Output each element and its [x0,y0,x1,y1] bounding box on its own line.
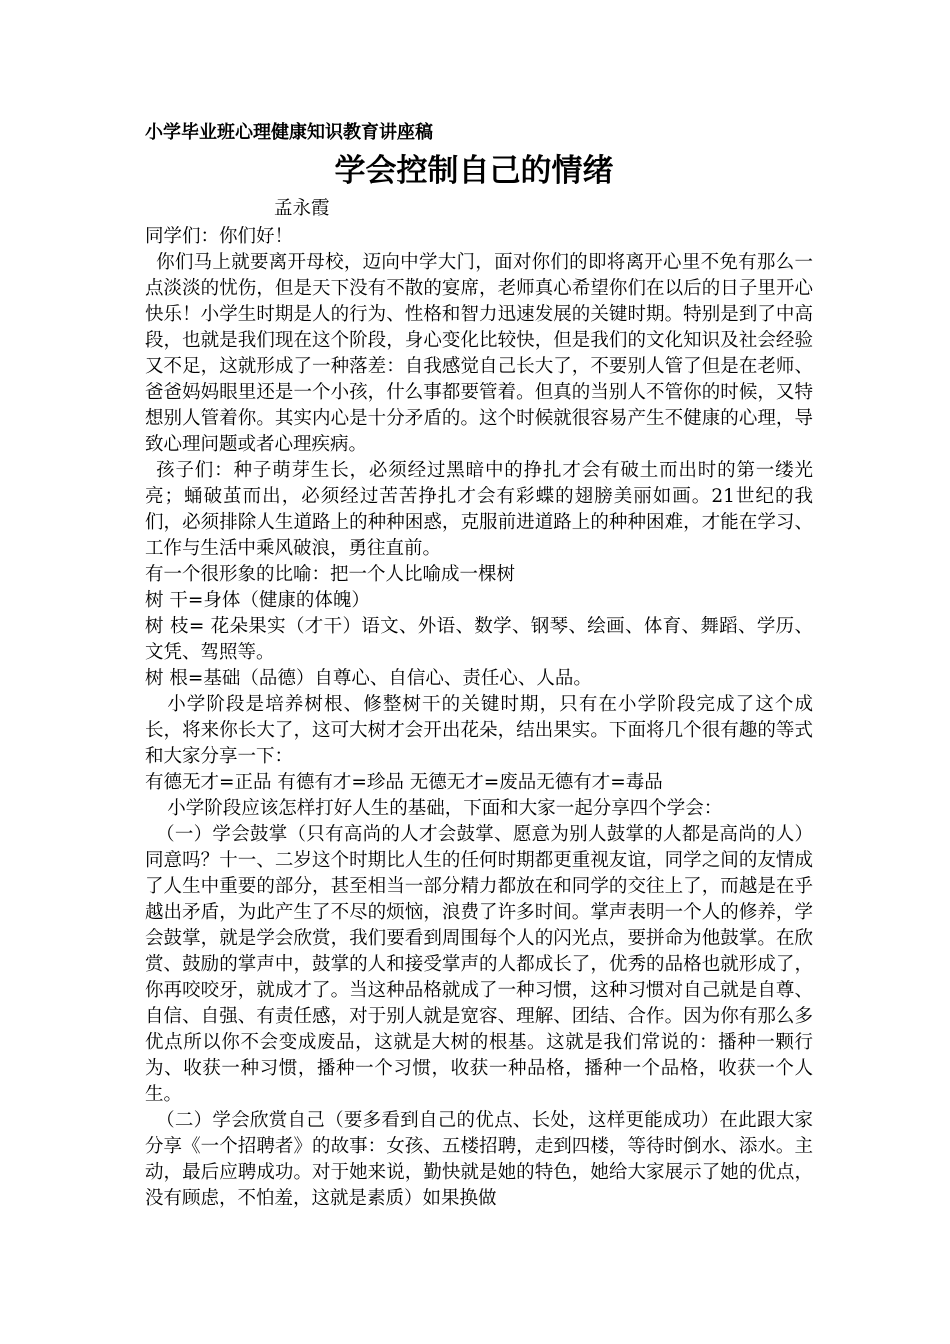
document-page [145,118,813,1212]
section-two: （二）学会欣赏自己（要多看到自己的优点、长处，这样更能成功）在此跟大家分享《一个招聘者》的故事：女孩、五楼招聘，走到四楼，等待时倒水、添水。主动，最后应聘成功。对于她来说，勤快就是她的特色，她给大家展示了她的优点，没有顾虑，不怕羞，这就是素质）如果换做 [145,1110,813,1209]
greeting: 同学们：你们好！ [145,226,294,247]
paragraph-children: 孩子们：种子萌芽生长，必须经过黑暗中的挣扎才会有破土而出时的第一缕光亮；蛹破茧而出，必须经过苦苦挣扎才会有彩蝶的翅膀美丽如画。21世纪的我们，必须排除人生道路上的种种困惑，克服前进道路上的种种困难，才能在学习、工作与生活中乘风破浪，勇往直前。 [145,460,813,559]
metaphor-intro: 有一个很形象的比喻：把一个人比喻成一棵树 [145,564,516,585]
tree-line-branches: 树 枝= 花朵果实（才干）语文、外语、数学、钢琴、绘画、体育、舞蹈、学历、文凭、驾照等。 [145,616,813,663]
section-one: （一）学会鼓掌（只有高尚的人才会鼓掌、愿意为别人鼓掌的人都是高尚的人）同意吗？十一、二岁这个时期比人生的任何时期都更重视友谊，同学之间的友情成了人生中重要的部分，甚至相当一部分精力都放在和同学的交往上了，而越是在乎越出矛盾，为此产生了不尽的烦恼，浪费了许多时间。掌声表明一个人的修养，学会鼓掌，就是学会欣赏，我们要看到周围每个人的闪光点，要拼命为他鼓掌。在欣赏、鼓励的掌声中，鼓掌的人和接受掌声的人都成长了，优秀的品格也就形成了，你再咬咬牙，就成才了。当这种品格就成了一种习惯，这种习惯对自己就是自尊、自信、自强、有责任感，对于别人就是宽容、理解、团结、合作。因为你有那么多优点所以你不会变成废品，这就是大树的根基。这就是我们常说的：播种一颗行为、收获一种习惯，播种一个习惯，收获一种品格，播种一个品格，收获一个人生。 [145,824,813,1105]
document-title: 学会控制自己的情绪 [334,153,614,189]
paragraph-four-lessons: 小学阶段应该怎样打好人生的基础，下面和大家一起分享四个学会： [167,798,723,819]
paragraph-intro: 你们马上就要离开母校，迈向中学大门，面对你们的即将离开心里不免有那么一点淡淡的忧伤，但是天下没有不散的宴席，老师真心希望你们在以后的日子里开心快乐！小学生时期是人的行为、性格和智力迅速发展的关键时期。特别是到了中高段，也就是我们现在这个阶段，身心变化比较快，但是我们的文化知识及社会经验又不足，这就形成了一种落差：自我感觉自己长大了，不要别人管了但是在老师、爸爸妈妈眼里还是一个小孩，什么事都要管着。但真的当别人不管你的时候，又特想别人管着你。其实内心是十分矛盾的。这个时候就很容易产生不健康的心理，导致心理问题或者心理疾病。 [145,252,813,455]
tree-line-roots: 树 根=基础（品德）自尊心、自信心、责任心、人品。 [145,668,592,689]
tree-line-trunk: 树 干=身体（健康的体魄） [145,590,370,611]
paragraph-root: 小学阶段是培养树根、修整树干的关键时期，只有在小学阶段完成了这个成长，将来你长大了，这可大树才会开出花朵，结出果实。下面将几个很有趣的等式和大家分享一下： [145,694,813,767]
document-subtitle: 小学毕业班心理健康知识教育讲座稿 [145,122,433,143]
document-author: 孟永霞 [274,198,330,219]
equations-line: 有德无才=正品 有德有才=珍品 无德无才=废品无德有才=毒品 [145,772,663,793]
